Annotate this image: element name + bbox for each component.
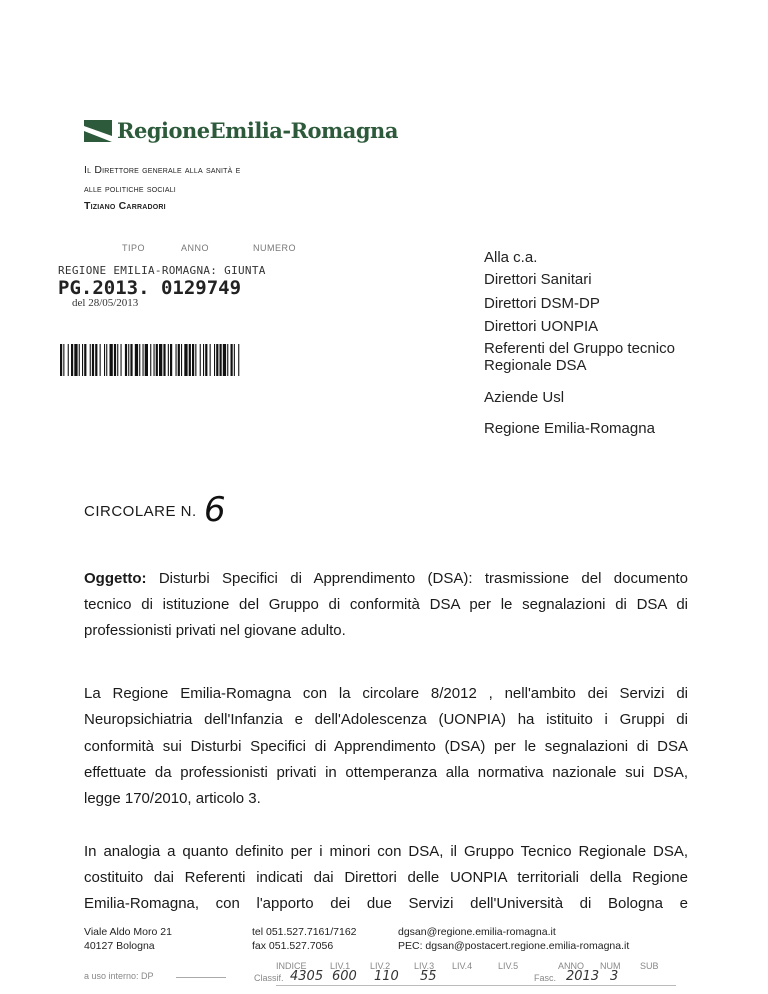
oggetto-line-1: Oggetto: Disturbi Specifici di Apprendimento (DSA): trasmissione del documento: [84, 570, 688, 587]
barcode-bar: [223, 344, 226, 376]
barcode-bar: [189, 344, 191, 376]
logo-text: RegioneEmilia-Romagna: [117, 118, 398, 143]
oggetto-label: Oggetto:: [84, 570, 147, 587]
barcode-bar: [79, 344, 80, 376]
barcode-bar: [163, 344, 165, 376]
footer-address-city: 40127 Bologna: [84, 940, 155, 952]
barcode-bar: [214, 344, 215, 376]
barcode-bar: [125, 344, 127, 376]
barcode-bar: [110, 344, 113, 376]
footer-address: [84, 925, 172, 953]
sender-name: Tiziano Carradori: [84, 200, 166, 212]
recipient-item: Aziende Usl: [484, 389, 565, 406]
classif-indice-value: 4305: [290, 969, 324, 984]
barcode-bar: [195, 344, 196, 376]
class-header-liv2: LIV.2: [370, 961, 391, 971]
barcode-bar: [84, 344, 86, 376]
barcode-bar: [170, 344, 172, 376]
classif-liv3-value: 55: [420, 969, 437, 984]
recipient-item: Regionale DSA: [484, 357, 587, 374]
class-header-sub: SUB: [640, 961, 659, 971]
barcode-bar: [130, 344, 132, 376]
recipient-intro: Alla c.a.: [484, 249, 538, 266]
recipient-item: Direttori UONPIA: [484, 318, 599, 335]
barcode-bar: [200, 344, 201, 376]
barcode-bar: [205, 344, 207, 376]
classification-rule: [276, 985, 676, 986]
paragraph2-line: costituito dai Referenti indicati dai Direttori delle UONPIA territoriali della Regione: [84, 869, 688, 886]
class-header-liv5: LIV.5: [498, 961, 519, 971]
class-header-liv3: LIV.3: [414, 961, 435, 971]
paragraph1-line: legge 170/2010, articolo 3.: [84, 790, 261, 807]
barcode-bar: [227, 344, 228, 376]
stamp-header-tipo: TIPO: [122, 243, 146, 253]
barcode-bar: [63, 344, 64, 376]
barcode-bar: [181, 344, 182, 376]
barcode-bar: [139, 344, 140, 376]
region-flag-icon: [84, 120, 112, 142]
sender-title-line1: Il Direttore generale alla sanità e: [84, 164, 241, 176]
footer-address-street: Viale Aldo Moro 21: [84, 926, 172, 938]
internal-use-label: a uso interno: DP: [84, 971, 154, 981]
barcode-bar: [192, 344, 194, 376]
paragraph2-line: Emilia-Romagna, con l'apporto dei due Servizi dell'Università di Bologna e: [84, 895, 688, 912]
barcode-bar: [143, 344, 144, 376]
stamp-header-numero: NUMERO: [253, 243, 296, 253]
barcode-bar: [156, 344, 158, 376]
barcode-bar: [68, 344, 69, 376]
barcode-bar: [203, 344, 204, 376]
barcode-bar: [92, 344, 94, 376]
footer-fax: fax 051.527.7056: [252, 940, 334, 952]
fasc-anno-value: 2013: [566, 969, 600, 984]
barcode-bar: [210, 344, 211, 376]
footer-email: [398, 925, 629, 953]
barcode-bar: [106, 344, 107, 376]
recipient-item: Referenti del Gruppo tecnico: [484, 340, 675, 357]
stamp-entity: REGIONE EMILIA-ROMAGNA: GIUNTA: [58, 264, 266, 277]
recipient-item: Direttori DSM-DP: [484, 295, 600, 312]
barcode-bar: [231, 344, 233, 376]
barcode-bar: [135, 344, 138, 376]
barcode-bar: [154, 344, 155, 376]
class-header-liv4: LIV.4: [452, 961, 473, 971]
paragraph1-line: Neuropsichiatria dell'Infanzia e dell'Adolescenza (UONPIA) ha istituito i Gruppi di: [84, 711, 688, 728]
barcode-bar: [121, 344, 122, 376]
barcode-bar: [184, 344, 187, 376]
barcode: [60, 344, 342, 376]
barcode-bar: [234, 344, 235, 376]
internal-use-line: [176, 977, 226, 978]
paragraph1-line: conformità sui Disturbi Specifici di Apprendimento (DSA) per le segnalazioni di DSA: [84, 738, 688, 755]
class-header-anno: ANNO: [558, 961, 585, 971]
barcode-bar: [95, 344, 97, 376]
barcode-bar: [71, 344, 73, 376]
region-logo: [84, 118, 398, 148]
sender-title-line2: alle politiche sociali: [84, 183, 176, 195]
paragraph1-line: effettuate da professionisti privati in ottemperanza alla normativa nazionale sui DSA,: [84, 764, 688, 781]
circolare-number: 6: [204, 490, 226, 530]
barcode-bar: [90, 344, 91, 376]
protocol-number: PG.2013. 0129749: [58, 277, 242, 299]
classif-liv2-value: 110: [374, 969, 399, 984]
barcode-bar: [159, 344, 162, 376]
barcode-bar: [216, 344, 218, 376]
paragraph2-line: In analogia a quanto definito per i minori con DSA, il Gruppo Tecnico Regionale DSA,: [84, 843, 688, 860]
barcode-bar: [145, 344, 148, 376]
class-header-liv1: LIV.1: [330, 961, 351, 971]
recipient-item: Direttori Sanitari: [484, 271, 592, 288]
barcode-bar: [74, 344, 77, 376]
barcode-bar: [114, 344, 116, 376]
stamp-header-anno: ANNO: [181, 243, 210, 253]
barcode-bar: [176, 344, 177, 376]
barcode-bar: [100, 344, 101, 376]
classif-liv1-value: 600: [332, 969, 357, 984]
classif-label: Classif.: [254, 973, 284, 983]
barcode-bar: [60, 344, 62, 376]
footer-phone: [252, 925, 357, 953]
barcode-bar: [82, 344, 83, 376]
protocol-date: del 28/05/2013: [72, 297, 139, 309]
barcode-bar: [128, 344, 129, 376]
recipient-item: Regione Emilia-Romagna: [484, 420, 655, 437]
footer-tel: tel 051.527.7161/7162: [252, 926, 357, 938]
barcode-bar: [168, 344, 169, 376]
oggetto-line-3: professionisti privati nel giovane adulto.: [84, 622, 346, 639]
barcode-bar: [238, 344, 239, 376]
circolare-label: CIRCOLARE N.: [84, 503, 197, 520]
class-header-num: NUM: [600, 961, 621, 971]
oggetto-line-2: tecnico di istituzione del Gruppo di conformità DSA per le segnalazioni di DSA di: [84, 596, 688, 613]
fasc-label: Fasc.: [534, 973, 557, 983]
footer-email-address[interactable]: dgsan@regione.emilia-romagna.it: [398, 926, 556, 938]
fasc-num-value: 3: [610, 969, 619, 984]
class-header-indice: INDICE: [276, 961, 307, 971]
barcode-bar: [150, 344, 151, 376]
barcode-bar: [117, 344, 118, 376]
paragraph1-line: La Regione Emilia-Romagna con la circolare 8/2012 , nell'ambito dei Servizi di: [84, 685, 688, 702]
barcode-bar: [178, 344, 180, 376]
footer-pec-address: PEC: dgsan@postacert.regione.emilia-romagna.it: [398, 940, 630, 952]
barcode-bar: [104, 344, 105, 376]
barcode-bar: [220, 344, 222, 376]
